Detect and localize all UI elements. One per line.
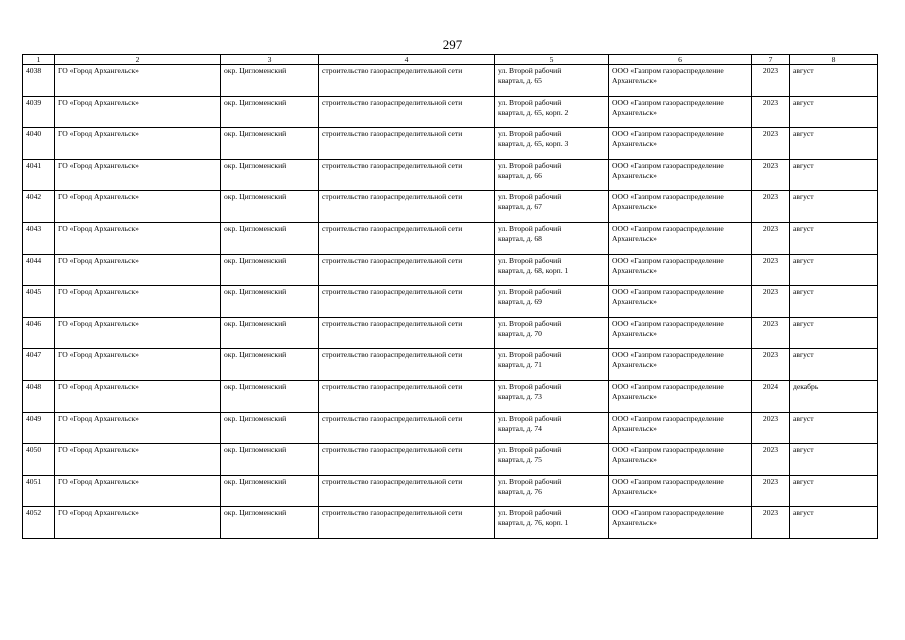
municipality-text: ГО «Город Архангельск» <box>58 255 139 265</box>
district-text: окр. Цигломенский <box>224 97 287 107</box>
year-text: 2024 <box>762 381 779 391</box>
register-table <box>22 54 878 539</box>
company-cell <box>609 222 752 254</box>
month-cell <box>790 222 878 254</box>
municipality-cell <box>55 254 221 286</box>
municipality-cell <box>55 444 221 476</box>
district-text: окр. Цигломенский <box>224 350 287 360</box>
address-cell <box>495 222 609 254</box>
month-text: август <box>793 255 814 265</box>
row-number <box>23 254 55 286</box>
municipality-text: ГО «Город Архангельск» <box>58 129 139 139</box>
municipality-text: ГО «Город Архангельск» <box>58 160 139 170</box>
address-line-2: квартал, д. 68 <box>498 233 542 243</box>
work-type-cell <box>319 444 495 476</box>
address-line-1: ул. Второй рабочий <box>498 223 562 233</box>
district-text: окр. Цигломенский <box>224 381 287 391</box>
month-cell <box>790 475 878 507</box>
work-type-text: строительство газораспределительной сети <box>322 97 463 107</box>
address-line-1: ул. Второй рабочий <box>498 287 562 297</box>
address-line-1: ул. Второй рабочий <box>498 350 562 360</box>
row-number-text: 4048 <box>26 381 42 391</box>
company-line-1: ООО «Газпром газораспределение <box>612 381 724 391</box>
address-line-1: ул. Второй рабочий <box>498 192 562 202</box>
table-row <box>23 128 878 160</box>
work-type-cell <box>319 475 495 507</box>
municipality-cell <box>55 286 221 318</box>
month-cell <box>790 191 878 223</box>
work-type-cell <box>319 380 495 412</box>
year-text: 2023 <box>762 508 779 518</box>
row-number-text: 4047 <box>26 350 42 360</box>
company-line-1: ООО «Газпром газораспределение <box>612 350 724 360</box>
year-text: 2023 <box>762 445 779 455</box>
municipality-cell <box>55 317 221 349</box>
work-type-cell <box>319 317 495 349</box>
address-line-2: квартал, д. 68, корп. 1 <box>498 265 569 275</box>
company-line-2: Архангельск» <box>612 297 657 307</box>
year-text: 2023 <box>762 318 779 328</box>
year-text: 2023 <box>762 160 779 170</box>
district-cell <box>221 191 319 223</box>
work-type-text: строительство газораспределительной сети <box>322 350 463 360</box>
district-text: окр. Цигломенский <box>224 192 287 202</box>
municipality-cell <box>55 475 221 507</box>
work-type-text: строительство газораспределительной сети <box>322 192 463 202</box>
company-cell <box>609 191 752 223</box>
address-cell <box>495 475 609 507</box>
work-type-cell <box>319 349 495 381</box>
month-text: август <box>793 508 814 518</box>
district-text: окр. Цигломенский <box>224 255 287 265</box>
work-type-cell <box>319 286 495 318</box>
row-number <box>23 128 55 160</box>
address-line-2: квартал, д. 65 <box>498 76 542 85</box>
work-type-text: строительство газораспределительной сети <box>322 445 463 455</box>
table-row <box>23 317 878 349</box>
year-cell <box>752 254 790 286</box>
company-line-2: Архангельск» <box>612 391 657 401</box>
company-line-2: Архангельск» <box>612 202 657 212</box>
municipality-text: ГО «Город Архангельск» <box>58 287 139 297</box>
table-row <box>23 191 878 223</box>
row-number <box>23 412 55 444</box>
month-cell <box>790 380 878 412</box>
address-line-1: ул. Второй рабочий <box>498 160 562 170</box>
year-text: 2023 <box>762 413 779 423</box>
municipality-cell <box>55 96 221 128</box>
row-number-text: 4052 <box>26 508 42 518</box>
table-row <box>23 380 878 412</box>
district-text: окр. Цигломенский <box>224 287 287 297</box>
year-cell <box>752 159 790 191</box>
row-number-text: 4042 <box>26 192 42 202</box>
table-row <box>23 96 878 128</box>
district-text: окр. Цигломенский <box>224 223 287 233</box>
table-row <box>23 349 878 381</box>
work-type-cell <box>319 96 495 128</box>
district-cell <box>221 507 319 539</box>
company-cell <box>609 475 752 507</box>
address-cell <box>495 254 609 286</box>
work-type-text: строительство газораспределительной сети <box>322 223 463 233</box>
year-text: 2023 <box>762 287 779 297</box>
year-cell <box>752 317 790 349</box>
row-number-text: 4039 <box>26 97 42 107</box>
municipality-text: ГО «Город Архангельск» <box>58 381 139 391</box>
work-type-text: строительство газораспределительной сети <box>322 255 463 265</box>
address-line-1: ул. Второй рабочий <box>498 129 562 139</box>
month-cell <box>790 128 878 160</box>
row-number-text: 4051 <box>26 476 42 486</box>
address-cell <box>495 412 609 444</box>
company-line-1: ООО «Газпром газораспределение <box>612 413 724 423</box>
district-cell <box>221 286 319 318</box>
company-line-1: ООО «Газпром газораспределение <box>612 129 724 139</box>
municipality-cell <box>55 191 221 223</box>
address-line-2: квартал, д. 75 <box>498 455 542 465</box>
row-number <box>23 159 55 191</box>
month-text: август <box>793 129 814 139</box>
work-type-text: строительство газораспределительной сети <box>322 129 463 139</box>
row-number <box>23 444 55 476</box>
address-line-2: квартал, д. 70 <box>498 328 542 338</box>
municipality-text: ГО «Город Архангельск» <box>58 476 139 486</box>
table-row <box>23 254 878 286</box>
table-row <box>23 65 878 97</box>
municipality-text: ГО «Город Архангельск» <box>58 508 139 518</box>
company-cell <box>609 159 752 191</box>
row-number <box>23 222 55 254</box>
company-line-1: ООО «Газпром газораспределение <box>612 508 724 518</box>
work-type-text: строительство газораспределительной сети <box>322 476 463 486</box>
table-row <box>23 412 878 444</box>
year-text: 2023 <box>762 255 779 265</box>
work-type-cell <box>319 412 495 444</box>
address-cell <box>495 349 609 381</box>
work-type-cell <box>319 191 495 223</box>
company-cell <box>609 349 752 381</box>
work-type-text: строительство газораспределительной сети <box>322 318 463 328</box>
year-text: 2023 <box>762 192 779 202</box>
year-cell <box>752 507 790 539</box>
address-cell <box>495 65 609 97</box>
year-text: 2023 <box>762 129 779 139</box>
month-text: август <box>793 476 814 486</box>
address-line-2: квартал, д. 67 <box>498 202 542 212</box>
municipality-text: ГО «Город Архангельск» <box>58 192 139 202</box>
address-line-1: ул. Второй рабочий <box>498 66 562 75</box>
year-cell <box>752 96 790 128</box>
page-number: 297 <box>442 37 463 52</box>
municipality-cell <box>55 65 221 97</box>
work-type-cell <box>319 65 495 97</box>
company-cell <box>609 380 752 412</box>
address-cell <box>495 96 609 128</box>
row-number-text: 4041 <box>26 160 42 170</box>
district-text: окр. Цигломенский <box>224 66 287 75</box>
district-text: окр. Цигломенский <box>224 445 287 455</box>
row-number-text: 4043 <box>26 223 42 233</box>
company-line-1: ООО «Газпром газораспределение <box>612 223 724 233</box>
company-line-1: ООО «Газпром газораспределение <box>612 445 724 455</box>
year-text: 2023 <box>762 97 779 107</box>
work-type-text: строительство газораспределительной сети <box>322 508 463 518</box>
year-cell <box>752 65 790 97</box>
month-cell <box>790 159 878 191</box>
year-cell <box>752 380 790 412</box>
municipality-text: ГО «Город Архангельск» <box>58 318 139 328</box>
work-type-cell <box>319 128 495 160</box>
address-cell <box>495 444 609 476</box>
year-text: 2023 <box>762 66 779 75</box>
address-cell <box>495 191 609 223</box>
district-cell <box>221 222 319 254</box>
year-text: 2023 <box>762 223 779 233</box>
district-cell <box>221 317 319 349</box>
work-type-cell <box>319 254 495 286</box>
column-header: 7 <box>752 55 790 65</box>
table-row <box>23 222 878 254</box>
company-line-2: Архангельск» <box>612 518 657 528</box>
district-text: окр. Цигломенский <box>224 160 287 170</box>
month-cell <box>790 286 878 318</box>
column-header: 2 <box>55 55 221 65</box>
municipality-text: ГО «Город Архангельск» <box>58 66 139 75</box>
company-line-1: ООО «Газпром газораспределение <box>612 255 724 265</box>
municipality-cell <box>55 128 221 160</box>
company-cell <box>609 317 752 349</box>
table-row <box>23 475 878 507</box>
work-type-text: строительство газораспределительной сети <box>322 413 463 423</box>
address-line-1: ул. Второй рабочий <box>498 381 562 391</box>
header-row <box>23 55 878 65</box>
address-cell <box>495 317 609 349</box>
district-cell <box>221 475 319 507</box>
company-line-2: Архангельск» <box>612 76 657 85</box>
district-cell <box>221 444 319 476</box>
address-line-2: квартал, д. 69 <box>498 297 542 307</box>
district-text: окр. Цигломенский <box>224 129 287 139</box>
row-number <box>23 286 55 318</box>
row-number-text: 4040 <box>26 129 42 139</box>
district-text: окр. Цигломенский <box>224 413 287 423</box>
district-text: окр. Цигломенский <box>224 476 287 486</box>
row-number-text: 4045 <box>26 287 42 297</box>
municipality-text: ГО «Город Архангельск» <box>58 445 139 455</box>
year-cell <box>752 222 790 254</box>
column-header: 1 <box>23 55 55 65</box>
address-cell <box>495 159 609 191</box>
address-cell <box>495 380 609 412</box>
column-header: 6 <box>609 55 752 65</box>
row-number <box>23 96 55 128</box>
company-cell <box>609 286 752 318</box>
company-cell <box>609 96 752 128</box>
year-text: 2023 <box>762 350 779 360</box>
work-type-cell <box>319 222 495 254</box>
year-cell <box>752 191 790 223</box>
district-cell <box>221 254 319 286</box>
company-line-2: Архангельск» <box>612 139 657 149</box>
district-cell <box>221 380 319 412</box>
month-text: август <box>793 318 814 328</box>
month-text: август <box>793 160 814 170</box>
table-row <box>23 507 878 539</box>
municipality-text: ГО «Город Архангельск» <box>58 350 139 360</box>
company-line-1: ООО «Газпром газораспределение <box>612 160 724 170</box>
company-line-1: ООО «Газпром газораспределение <box>612 97 724 107</box>
table-header <box>23 55 878 65</box>
address-line-2: квартал, д. 73 <box>498 391 542 401</box>
company-cell <box>609 507 752 539</box>
address-line-1: ул. Второй рабочий <box>498 413 562 423</box>
year-cell <box>752 475 790 507</box>
month-cell <box>790 254 878 286</box>
company-cell <box>609 444 752 476</box>
work-type-cell <box>319 159 495 191</box>
address-line-2: квартал, д. 65, корп. 2 <box>498 107 569 117</box>
company-line-1: ООО «Газпром газораспределение <box>612 66 724 75</box>
table-row <box>23 159 878 191</box>
address-line-1: ул. Второй рабочий <box>498 318 562 328</box>
column-header: 5 <box>495 55 609 65</box>
address-line-1: ул. Второй рабочий <box>498 255 562 265</box>
municipality-text: ГО «Город Архангельск» <box>58 97 139 107</box>
company-line-2: Архангельск» <box>612 170 657 180</box>
company-line-2: Архангельск» <box>612 233 657 243</box>
address-line-1: ул. Второй рабочий <box>498 97 562 107</box>
work-type-cell <box>319 507 495 539</box>
row-number-text: 4050 <box>26 445 42 455</box>
month-text: август <box>793 287 814 297</box>
company-line-1: ООО «Газпром газораспределение <box>612 287 724 297</box>
company-cell <box>609 128 752 160</box>
address-line-2: квартал, д. 71 <box>498 360 542 370</box>
month-text: август <box>793 350 814 360</box>
company-line-2: Архангельск» <box>612 455 657 465</box>
row-number <box>23 191 55 223</box>
district-cell <box>221 412 319 444</box>
month-cell <box>790 349 878 381</box>
month-text: август <box>793 413 814 423</box>
district-text: окр. Цигломенский <box>224 318 287 328</box>
company-line-2: Архангельск» <box>612 360 657 370</box>
company-line-1: ООО «Газпром газораспределение <box>612 192 724 202</box>
year-cell <box>752 349 790 381</box>
year-cell <box>752 444 790 476</box>
company-line-1: ООО «Газпром газораспределение <box>612 476 724 486</box>
row-number <box>23 475 55 507</box>
address-line-2: квартал, д. 74 <box>498 423 542 433</box>
work-type-text: строительство газораспределительной сети <box>322 287 463 297</box>
address-line-2: квартал, д. 66 <box>498 170 542 180</box>
address-line-2: квартал, д. 76, корп. 1 <box>498 518 569 528</box>
district-text: окр. Цигломенский <box>224 508 287 518</box>
month-text: август <box>793 66 814 75</box>
column-header: 3 <box>221 55 319 65</box>
company-cell <box>609 65 752 97</box>
month-cell <box>790 65 878 97</box>
year-cell <box>752 286 790 318</box>
address-cell <box>495 286 609 318</box>
company-line-2: Архангельск» <box>612 423 657 433</box>
address-line-1: ул. Второй рабочий <box>498 445 562 455</box>
company-line-2: Архангельск» <box>612 328 657 338</box>
municipality-cell <box>55 349 221 381</box>
company-line-2: Архангельск» <box>612 265 657 275</box>
row-number-text: 4049 <box>26 413 42 423</box>
row-number <box>23 349 55 381</box>
address-cell <box>495 128 609 160</box>
district-cell <box>221 159 319 191</box>
district-cell <box>221 349 319 381</box>
month-cell <box>790 317 878 349</box>
month-text: август <box>793 97 814 107</box>
municipality-cell <box>55 412 221 444</box>
municipality-text: ГО «Город Архангельск» <box>58 413 139 423</box>
month-text: декабрь <box>793 381 819 391</box>
row-number <box>23 507 55 539</box>
row-number <box>23 380 55 412</box>
municipality-cell <box>55 159 221 191</box>
month-cell <box>790 96 878 128</box>
municipality-text: ГО «Город Архангельск» <box>58 223 139 233</box>
address-cell <box>495 507 609 539</box>
month-cell <box>790 507 878 539</box>
month-text: август <box>793 223 814 233</box>
table-row <box>23 286 878 318</box>
district-cell <box>221 96 319 128</box>
month-text: август <box>793 445 814 455</box>
municipality-cell <box>55 380 221 412</box>
row-number <box>23 65 55 97</box>
table-body <box>23 65 878 539</box>
table-row <box>23 444 878 476</box>
work-type-text: строительство газораспределительной сети <box>322 66 463 75</box>
year-cell <box>752 412 790 444</box>
company-line-1: ООО «Газпром газораспределение <box>612 318 724 328</box>
column-header: 4 <box>319 55 495 65</box>
month-text: август <box>793 192 814 202</box>
column-header: 8 <box>790 55 878 65</box>
address-line-1: ул. Второй рабочий <box>498 508 562 518</box>
work-type-text: строительство газораспределительной сети <box>322 381 463 391</box>
row-number-text: 4046 <box>26 318 42 328</box>
company-line-2: Архангельск» <box>612 107 657 117</box>
month-cell <box>790 444 878 476</box>
municipality-cell <box>55 222 221 254</box>
year-cell <box>752 128 790 160</box>
address-line-1: ул. Второй рабочий <box>498 476 562 486</box>
district-cell <box>221 65 319 97</box>
company-cell <box>609 412 752 444</box>
row-number-text: 4044 <box>26 255 42 265</box>
company-cell <box>609 254 752 286</box>
work-type-text: строительство газораспределительной сети <box>322 160 463 170</box>
municipality-cell <box>55 507 221 539</box>
address-line-2: квартал, д. 76 <box>498 486 542 496</box>
address-line-2: квартал, д. 65, корп. 3 <box>498 139 569 149</box>
company-line-2: Архангельск» <box>612 486 657 496</box>
year-text: 2023 <box>762 476 779 486</box>
month-cell <box>790 412 878 444</box>
row-number <box>23 317 55 349</box>
district-cell <box>221 128 319 160</box>
row-number-text: 4038 <box>26 66 42 75</box>
